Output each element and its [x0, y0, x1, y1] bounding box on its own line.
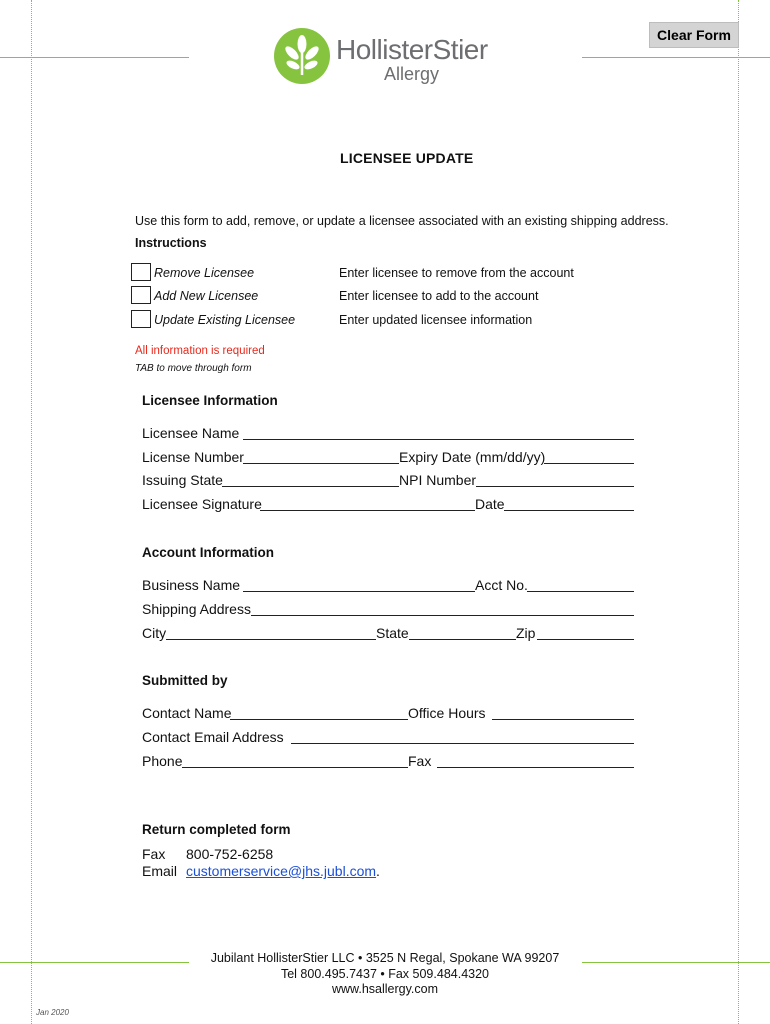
licensee-name-label: Licensee Name [142, 425, 240, 441]
return-email-period: . [376, 863, 380, 879]
npi-number-field[interactable] [476, 472, 634, 487]
licensee-info-heading: Licensee Information [142, 393, 278, 408]
license-number-field[interactable] [243, 449, 399, 464]
contact-name-field[interactable] [230, 705, 408, 720]
business-name-label: Business Name [142, 577, 241, 593]
remove-licensee-description: Enter licensee to remove from the account [339, 266, 574, 280]
right-trim-line [738, 0, 739, 1024]
signature-date-label: Date [475, 496, 505, 512]
account-info-heading: Account Information [142, 545, 274, 560]
expiry-date-field[interactable] [544, 449, 634, 464]
update-licensee-description: Enter updated licensee information [339, 313, 533, 327]
phone-label: Phone [142, 753, 183, 769]
zip-field[interactable] [537, 625, 634, 640]
remove-licensee-label: Remove Licensee [154, 266, 255, 280]
left-trim-line [31, 0, 32, 1024]
intro-text: Use this form to add, remove, or update a licensee associated with an existing shipping address. [135, 214, 669, 228]
fax-field[interactable] [437, 753, 634, 768]
acct-no-label: Acct No. [475, 577, 528, 593]
update-licensee-label: Update Existing Licensee [154, 313, 296, 327]
city-field[interactable] [166, 625, 376, 640]
expiry-date-label: Expiry Date (mm/dd/yy) [399, 449, 546, 465]
leaf-logo-icon [273, 27, 331, 85]
zip-label: Zip [516, 625, 536, 641]
add-licensee-label: Add New Licensee [154, 289, 259, 303]
instructions-label: Instructions [135, 236, 207, 250]
logo-subtitle: Allergy [384, 64, 440, 84]
return-email-link[interactable]: customerservice@jhs.jubl.com [186, 863, 377, 879]
add-licensee-checkbox[interactable] [131, 286, 151, 304]
issuing-state-label: Issuing State [142, 472, 223, 488]
shipping-address-label: Shipping Address [142, 601, 251, 617]
add-licensee-description: Enter licensee to add to the account [339, 289, 539, 303]
return-email-label: Email [142, 863, 178, 879]
shipping-address-field[interactable] [251, 601, 634, 616]
return-email-line [186, 863, 380, 879]
license-number-label: License Number [142, 449, 244, 465]
fax-label: Fax [408, 753, 432, 769]
business-name-field[interactable] [243, 577, 475, 592]
city-label: City [142, 625, 167, 641]
office-hours-field[interactable] [492, 705, 634, 720]
signature-date-field[interactable] [504, 496, 634, 511]
issuing-state-field[interactable] [222, 472, 399, 487]
return-fax-label: Fax [142, 846, 166, 862]
submitted-by-heading: Submitted by [142, 673, 228, 688]
logo-name: HollisterStier [336, 34, 488, 65]
licensee-signature-label: Licensee Signature [142, 496, 262, 512]
contact-email-label: Contact Email Address [142, 729, 284, 745]
state-field[interactable] [409, 625, 516, 640]
acct-no-field[interactable] [527, 577, 634, 592]
contact-name-label: Contact Name [142, 705, 232, 721]
state-label: State [376, 625, 409, 641]
return-form-heading: Return completed form [142, 822, 291, 837]
page-title: LICENSEE UPDATE [340, 150, 474, 166]
remove-licensee-checkbox[interactable] [131, 263, 151, 281]
licensee-name-field[interactable] [243, 425, 634, 440]
footer-revision-date: Jan 2020 [36, 1008, 69, 1017]
tab-note: TAB to move through form [135, 363, 252, 374]
footer-address: Jubilant HollisterStier LLC • 3525 N Regal, Spokane WA 99207 [210, 951, 560, 965]
return-fax-number: 800-752-6258 [186, 846, 274, 862]
footer-phone-fax: Tel 800.495.7437 • Fax 509.484.4320 [280, 967, 489, 981]
licensee-signature-field[interactable] [260, 496, 475, 511]
phone-field[interactable] [182, 753, 408, 768]
required-note: All information is required [135, 345, 265, 357]
contact-email-field[interactable] [291, 729, 634, 744]
npi-number-label: NPI Number [399, 472, 477, 488]
top-left-rule [0, 57, 189, 58]
top-right-rule [582, 57, 770, 58]
update-licensee-checkbox[interactable] [131, 310, 151, 328]
footer-website: www.hsallergy.com [331, 982, 439, 996]
office-hours-label: Office Hours [408, 705, 486, 721]
clear-form-button[interactable]: Clear Form [649, 22, 739, 48]
